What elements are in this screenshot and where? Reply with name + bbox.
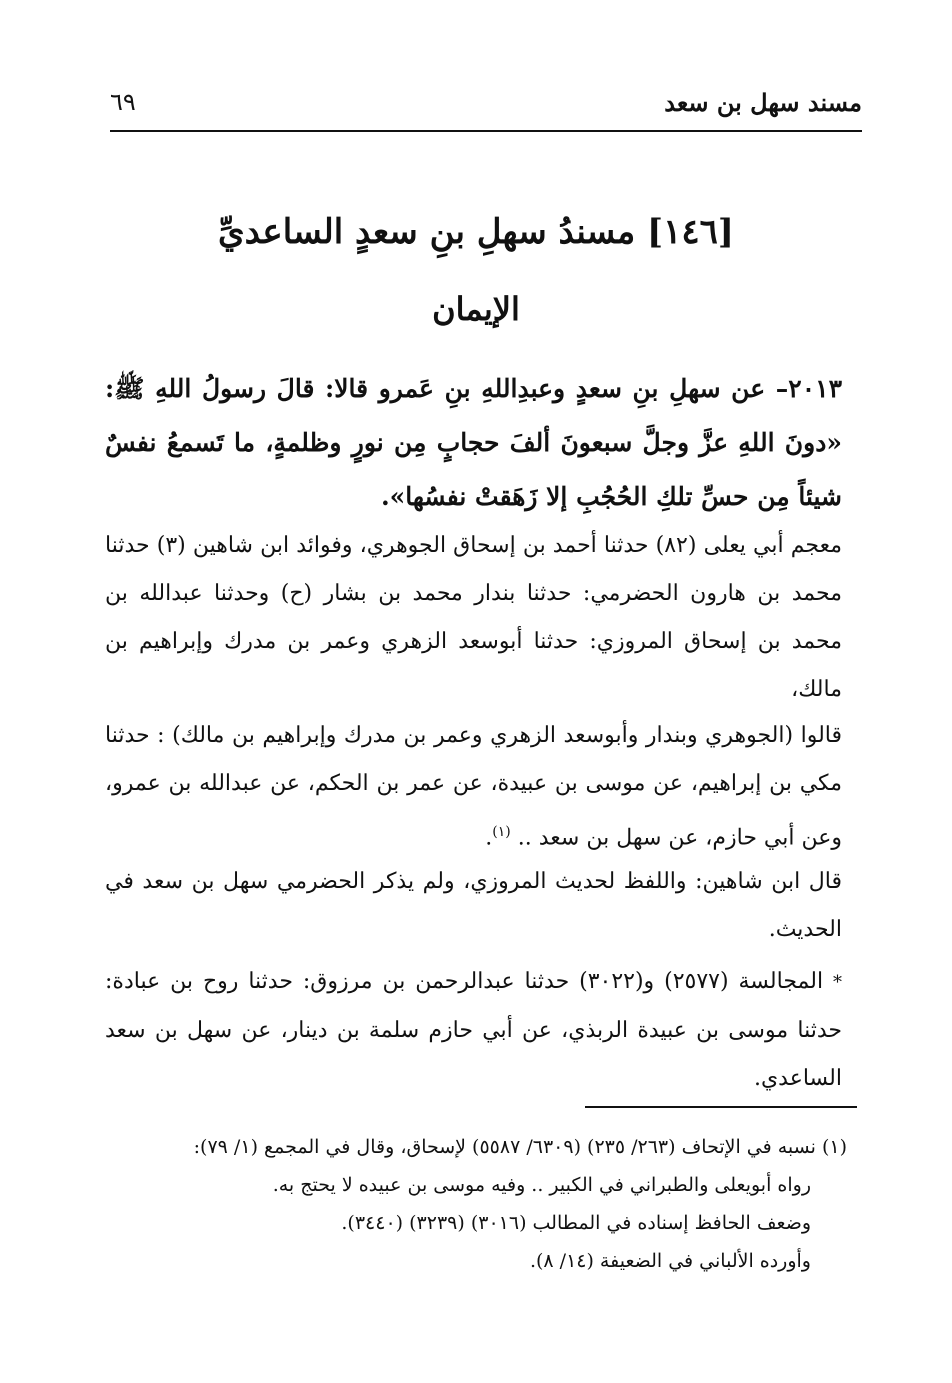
footnote-rule: [585, 1106, 857, 1108]
paragraph-chain-text: قالوا (الجوهري وبندار وأبوسعد الزهري وعمر بن مدرك وإبراهيم بن مالك) : حدثنا مكي بن إبراهيم، عن موسى بن عبيدة، عن عمر بن الحكم، عن عبدالله بن عمرو، وعن أبي حازم، عن سهل بن سعد ..: [105, 723, 842, 851]
running-head: [110, 88, 862, 128]
chapter-title: [١٤٦] مسندُ سهلِ بنِ سعدٍ الساعديِّ: [217, 212, 735, 252]
paragraph-chain-end: .: [485, 825, 493, 851]
footnote-line: وضعف الحافظ إسناده في المطالب (٣٠١٦) (٣٢٣٩) (٣٤٤٠).: [341, 1212, 811, 1234]
hadith-text: ٢٠١٣– عن سهلِ بنِ سعدٍ وعبدِاللهِ بنِ عَمرو قالا: قالَ رسولُ اللهِ ﷺ: «دونَ اللهِ عزَّ وجلَّ سبعونَ ألفَ حجابٍ مِن نورٍ وظلمةٍ، ما تَسمعُ نفسٌ شيئاً مِن حسِّ تلكِ الحُجُبِ إلا زَهَقتْ نفسُها».: [105, 374, 842, 511]
paragraph-chain: [105, 712, 842, 862]
section-title: الإيمان: [432, 290, 520, 328]
header-rule: [110, 130, 862, 132]
footnote-line: (١) نسبه في الإتحاف (٢٦٣/ ٢٣٥) (٦٣٠٩/ ٥٥٨٧) لإسحاق، وقال في المجمع (١/ ٧٩):: [193, 1136, 847, 1158]
paragraph-sources: معجم أبي يعلى (٨٢) حدثنا أحمد بن إسحاق الجوهري، وفوائد ابن شاهين (٣) حدثنا محمد بن هارون الحضرمي: حدثنا بندار محمد بن بشار (ح) وحدثنا عبدالله بن محمد بن إسحاق المروزي: حدثنا أبوسعد الزهري وعمر بن مدرك وإبراهيم بن مالك،: [105, 533, 842, 702]
paragraph-mujalasa-text: المجالسة (٢٥٧٧) و(٣٠٢٢) حدثنا عبدالرحمن بن مرزوق: حدثنا روح بن عبادة: حدثنا موسى بن عبيدة الربذي، عن أبي حازم سلمة بن دينار، عن سهل بن سعد الساعدي.: [105, 969, 842, 1091]
paragraph-mujalasa: [105, 958, 842, 1103]
running-head-title: مسند سهل بن سعد: [664, 88, 862, 117]
star-marker: *: [833, 972, 843, 993]
footnote-line: وأورده الألباني في الضعيفة (١٤/ ٨).: [529, 1250, 811, 1272]
paragraph-comment: قال ابن شاهين: واللفظ لحديث المروزي، ولم يذكر الحضرمي سهل بن سعد في الحديث.: [105, 869, 842, 942]
footnote-ref: (١): [492, 824, 511, 840]
page-number: ٦٩: [110, 88, 136, 116]
footnotes: [95, 1128, 847, 1280]
footnote-line: رواه أبويعلى والطبراني في الكبير .. وفيه موسى بن عبيده لا يحتج به.: [272, 1174, 811, 1196]
